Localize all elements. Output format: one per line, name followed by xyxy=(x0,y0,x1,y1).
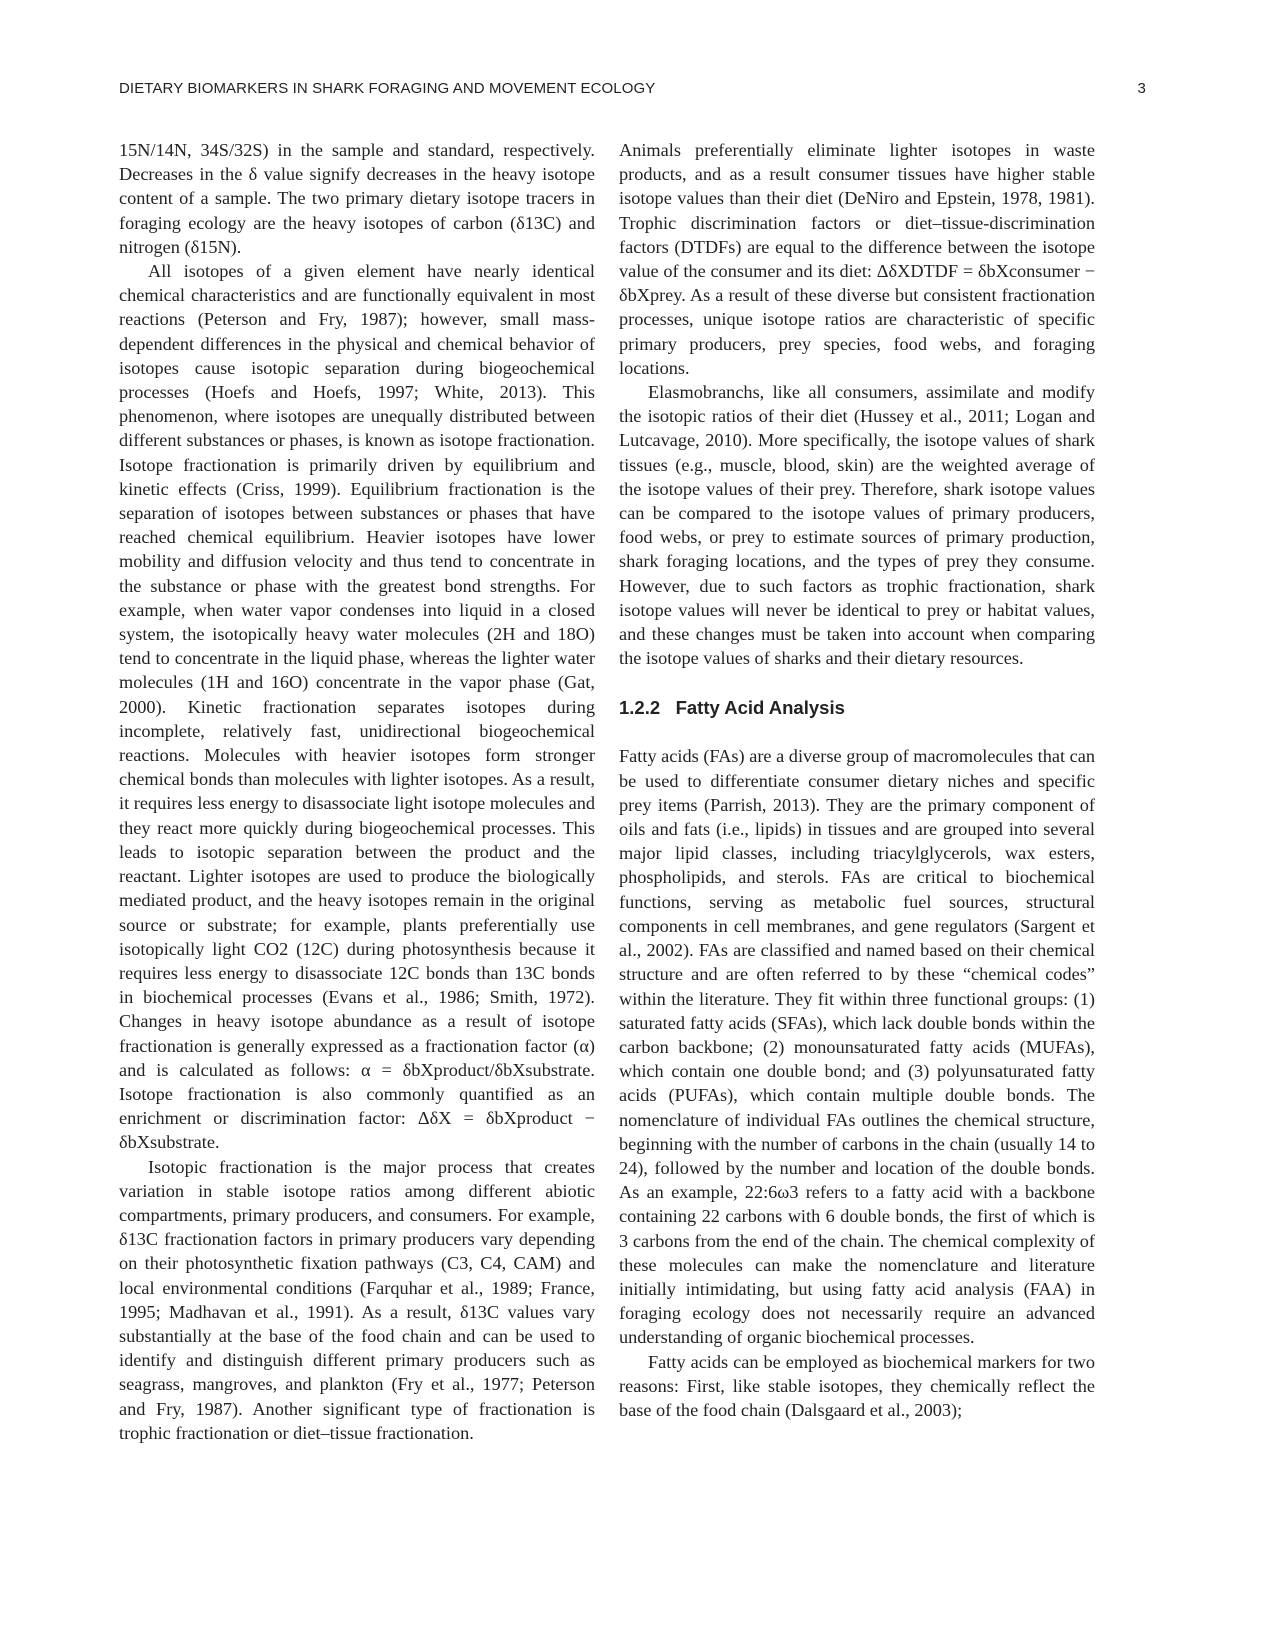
paragraph: Fatty acids can be employed as biochemical markers for two reasons: First, like stable isotopes, they chemically reflect the base of the food chain (Dalsgaard et al., 2003); xyxy=(619,1351,1095,1420)
paragraph: Isotopic fractionation is the major process that creates variation in stable isotope ratios among different abiotic compartments, primary producers, and consumers. For example, δ13C fractionation factors in primary producers vary depending on their photosynthetic fixation pathways (C3, C4, CAM) and local environmental conditions (Farquhar et al., 1989; France, 1995; Madhavan et al., 1991). As a result, δ13C values vary substantially at the base of the food chain and can be used to identify and distinguish different primary producers such as seagrass, mangroves, and plankton (Fry et al., 1977; Peterson and Fry, 1987). Another significant type of fractionation is trophic fractionation or diet–tissue fractionation. xyxy=(119,1156,595,1443)
paragraph: 15N/14N, 34S/32S) in the sample and standard, respectively. Decreases in the δ value signify decreases in the heavy isotope content of a sample. The two primary dietary isotope tracers in foraging ecology are the heavy isotopes of carbon (δ13C) and nitrogen (δ15N). xyxy=(119,140,595,257)
right-column xyxy=(619,138,1095,1422)
running-head xyxy=(119,80,1146,100)
section-title: Fatty Acid Analysis xyxy=(675,697,845,719)
section-number: 1.2.2 xyxy=(619,697,661,719)
page-number: 3 xyxy=(1137,80,1146,97)
section-heading xyxy=(619,696,1095,720)
left-column xyxy=(119,138,595,1445)
paragraph: Elasmobranchs, like all consumers, assimilate and modify the isotopic ratios of their diet (Hussey et al., 2011; Logan and Lutcavage, 2010). More specifically, the isotope values of shark tissues (e.g., muscle, blood, skin) are the weighted average of the isotope values of their prey. Therefore, shark isotope values can be compared to the isotope values of primary producers, food webs, or prey to estimate sources of primary production, shark foraging locations, and the types of prey they consume. However, due to such factors as trophic fractionation, shark isotope values will never be identical to prey or habitat values, and these changes must be taken into account when comparing the isotope values of sharks and their dietary resources. xyxy=(619,382,1095,669)
paragraph: Fatty acids (FAs) are a diverse group of macromolecules that can be used to differentiate consumer dietary niches and specific prey items (Parrish, 2013). They are the primary component of oils and fats (i.e., lipids) in tissues and are grouped into several major lipid classes, including triacylglycerols, wax esters, phospholipids, and sterols. FAs are critical to biochemical functions, serving as metabolic fuel sources, structural components in cell membranes, and gene regulators (Sargent et al., 2002). FAs are classified and named based on their chemical structure and are often referred to by these “chemical codes” within the literature. They fit within three functional groups: (1) saturated fatty acids (SFAs), which lack double bonds within the carbon backbone; (2) monounsaturated fatty acids (MUFAs), which contain one double bond; and (3) polyunsaturated fatty acids (PUFAs), which contain multiple double bonds. The nomenclature of individual FAs outlines the chemical structure, beginning with the number of carbons in the chain (usually 14 to 24), followed by the number and location of the double bonds. As an example, 22:6ω3 refers to a fatty acid with a backbone containing 22 carbons with 6 double bonds, the first of which is 3 carbons from the end of the chain. The chemical complexity of these molecules can make the nomenclature and literature initially intimidating, but using fatty acid analysis (FAA) in foraging ecology does not necessarily require an advanced understanding of organic biochemical processes. xyxy=(619,746,1095,1348)
running-title: DIETARY BIOMARKERS IN SHARK FORAGING AND MOVEMENT ECOLOGY xyxy=(119,80,656,97)
paragraph: All isotopes of a given element have nearly identical chemical characteristics and are functionally equivalent in most reactions (Peterson and Fry, 1987); however, small mass-dependent differences in the physical and chemical behavior of isotopes cause isotopic separation during biogeochemical processes (Hoefs and Hoefs, 1997; White, 2013). This phenomenon, where isotopes are unequally distributed between different substances or phases, is known as isotope fractionation. Isotope fractionation is primarily driven by equilibrium and kinetic effects (Criss, 1999). Equilibrium fractionation is the separation of isotopes between substances or phases that have reached chemical equilibrium. Heavier isotopes have lower mobility and diffusion velocity and thus tend to concentrate in the substance or phase with the greatest bond strengths. For example, when water vapor condenses into liquid in a closed system, the isotopically heavy water molecules (2H and 18O) tend to concentrate in the liquid phase, whereas the lighter water molecules (1H and 16O) concentrate in the vapor phase (Gat, 2000). Kinetic fractionation separates isotopes during incomplete, relatively fast, unidirectional biogeochemical reactions. Molecules with heavier isotopes form stronger chemical bonds than molecules with lighter isotopes. As a result, it requires less energy to disassociate light isotope molecules and they react more quickly during biogeochemical processes. This leads to isotopic separation between the product and the reactant. Lighter isotopes are used to produce the biologically mediated product, and the heavy isotopes remain in the original source or substrate; for example, plants preferentially use isotopically light CO2 (12C) during photosynthesis because it requires less energy to disassociate 12C bonds than 13C bonds in biochemical processes (Evans et al., 1986; Smith, 1972). Changes in heavy isotope abundance as a result of isotope fractionation is generally expressed as a fractionation factor (α) and is calculated as follows: α = δbXproduct/δbXsubstrate. Isotope fractionation is also commonly quantified as an enrichment or discrimination factor: ΔδX = δbXproduct − δbXsubstrate. xyxy=(119,261,595,1153)
paragraph: Animals preferentially eliminate lighter isotopes in waste products, and as a result consumer tissues have higher stable isotope values than their diet (DeNiro and Epstein, 1978, 1981). Trophic discrimination factors or diet–tissue-discrimination factors (DTDFs) are equal to the difference between the isotope value of the consumer and its diet: ΔδXDTDF = δbXconsumer − δbXprey. As a result of these diverse but consistent fractionation processes, unique isotope ratios are characteristic of specific primary producers, prey species, food webs, and foraging locations. xyxy=(619,140,1095,378)
